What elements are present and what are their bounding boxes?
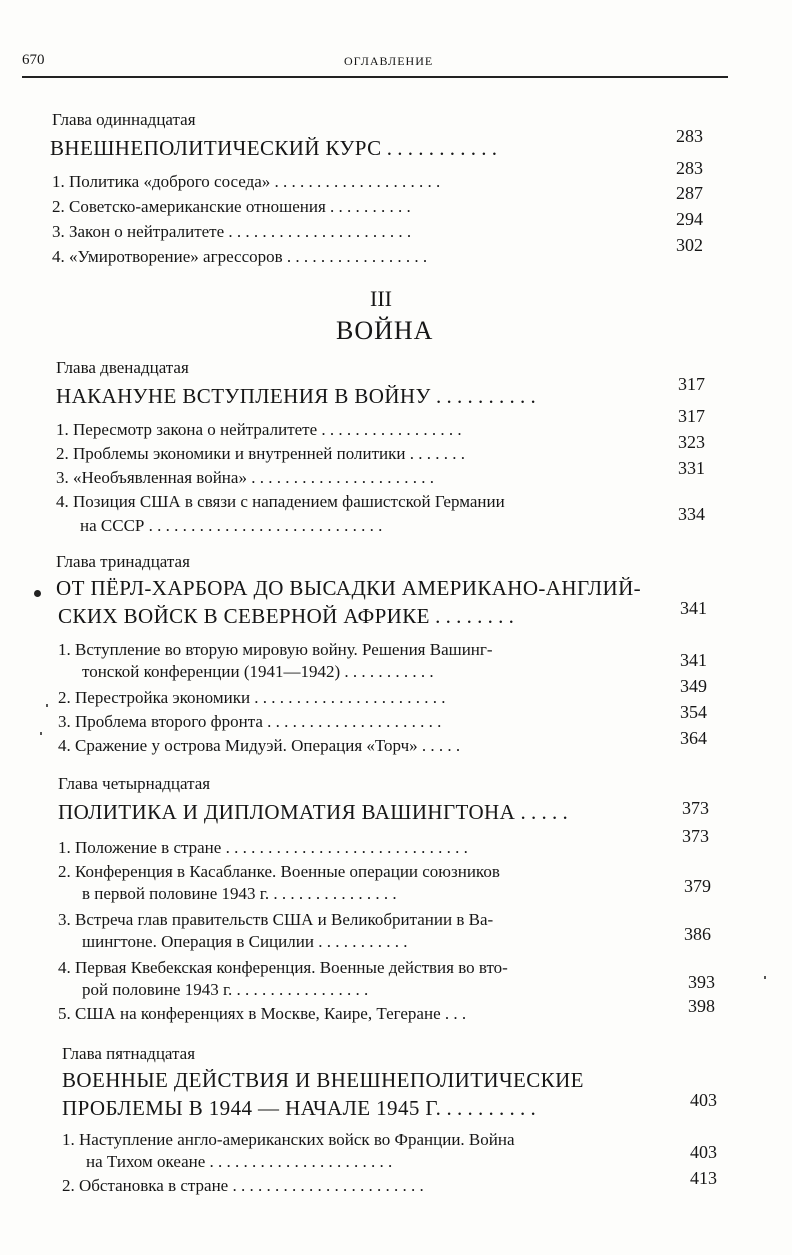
ch14-entry-3-page: 386 — [684, 924, 711, 944]
ch12-entry-3-page: 331 — [678, 458, 705, 478]
chapter-12-title: НАКАНУНЕ ВСТУПЛЕНИЯ В ВОЙНУ . . . . . . . . . . — [56, 384, 536, 408]
ch13-entry-1-page: 341 — [680, 650, 707, 670]
ch13-entry-3-page: 354 — [680, 702, 707, 722]
chapter-13-page: 341 — [680, 598, 707, 618]
margin-bullet — [34, 590, 41, 597]
ch13-entry-3: 3. Проблема второго фронта . . . . . . . . . . . . . . . . . . . . . — [58, 712, 442, 731]
page-number: 670 — [22, 52, 45, 68]
ch14-entry-1: 1. Положение в стране . . . . . . . . . . . . . . . . . . . . . . . . . . . . . — [58, 838, 468, 857]
ch11-entry-4-page: 302 — [676, 235, 703, 255]
scan-speck — [764, 976, 766, 979]
ch13-entry-4-page: 364 — [680, 728, 707, 748]
ch15-entry-2: 2. Обстановка в стране . . . . . . . . . . . . . . . . . . . . . . . — [62, 1176, 424, 1195]
ch14-entry-4: 4. Первая Квебекская конференция. Военные действия во вто- — [58, 958, 508, 977]
ch11-entry-3: 3. Закон о нейтралитете . . . . . . . . . . . . . . . . . . . . . . — [52, 222, 412, 241]
ch11-entry-1: 1. Политика «доброго соседа» . . . . . . . . . . . . . . . . . . . . — [52, 172, 441, 191]
chapter-11-label: Глава одиннадцатая — [52, 110, 196, 129]
ch14-entry-3: 3. Встреча глав правительств США и Великобритании в Ва- — [58, 910, 494, 929]
ch12-entry-4-page: 334 — [678, 504, 705, 524]
ch13-entry-2: 2. Перестройка экономики . . . . . . . . . . . . . . . . . . . . . . . — [58, 688, 446, 707]
section-header: ОГЛАВЛЕНИЕ — [344, 54, 434, 68]
chapter-15-title-line1: ВОЕННЫЕ ДЕЙСТВИЯ И ВНЕШНЕПОЛИТИЧЕСКИЕ — [62, 1068, 584, 1092]
ch14-entry-1-page: 373 — [682, 826, 709, 846]
chapter-15-title-line2: ПРОБЛЕМЫ В 1944 — НАЧАЛЕ 1945 Г. . . . . . . . . . — [62, 1096, 536, 1120]
ch13-entry-1-cont: тонской конференции (1941—1942) . . . . . . . . . . . — [82, 662, 434, 681]
ch11-entry-4: 4. «Умиротворение» агрессоров . . . . . . . . . . . . . . . . . — [52, 247, 428, 266]
ch12-entry-1: 1. Пересмотр закона о нейтралитете . . . . . . . . . . . . . . . . . — [56, 420, 462, 439]
ch12-entry-4-cont: на СССР . . . . . . . . . . . . . . . . . . . . . . . . . . . . — [80, 516, 383, 535]
part-numeral: III — [370, 286, 392, 311]
ch11-entry-3-page: 294 — [676, 209, 703, 229]
ch15-entry-1-cont: на Тихом океане . . . . . . . . . . . . . . . . . . . . . . — [86, 1152, 393, 1171]
ch15-entry-1: 1. Наступление англо-американских войск во Франции. Война — [62, 1130, 515, 1149]
chapter-12-label: Глава двенадцатая — [56, 358, 189, 377]
ch12-entry-2: 2. Проблемы экономики и внутренней политики . . . . . . . — [56, 444, 465, 463]
ch12-entry-4: 4. Позиция США в связи с нападением фашистской Германии — [56, 492, 505, 511]
ch11-entry-2: 2. Советско-американские отношения . . . . . . . . . . — [52, 197, 411, 216]
ch11-entry-1-page: 283 — [676, 158, 703, 178]
ch12-entry-1-page: 317 — [678, 406, 705, 426]
ch11-entry-2-page: 287 — [676, 183, 703, 203]
ch14-entry-4-page: 393 — [688, 972, 715, 992]
ch14-entry-3-cont: шингтоне. Операция в Сицилии . . . . . . . . . . . — [82, 932, 408, 951]
chapter-14-title: ПОЛИТИКА И ДИПЛОМАТИЯ ВАШИНГТОНА . . . . . — [58, 800, 568, 824]
chapter-11-page: 283 — [676, 126, 703, 146]
chapter-15-label: Глава пятнадцатая — [62, 1044, 196, 1063]
running-head — [22, 50, 728, 78]
ch14-entry-2: 2. Конференция в Касабланке. Военные операции союзников — [58, 862, 500, 881]
ch15-entry-2-page: 413 — [690, 1168, 717, 1188]
part-title: ВОЙНА — [336, 316, 434, 345]
ch15-entry-1-page: 403 — [690, 1142, 717, 1162]
chapter-15-page: 403 — [690, 1090, 717, 1110]
ch14-entry-5-page: 398 — [688, 996, 715, 1016]
chapter-14-page: 373 — [682, 798, 709, 818]
ch14-entry-4-cont: рой половине 1943 г. . . . . . . . . . . . . . . . . — [82, 980, 369, 999]
ch14-entry-2-cont: в первой половине 1943 г. . . . . . . . . . . . . . . . — [82, 884, 397, 903]
ch12-entry-2-page: 323 — [678, 432, 705, 452]
chapter-11-title: ВНЕШНЕПОЛИТИЧЕСКИЙ КУРС . . . . . . . . . . . — [50, 136, 498, 160]
scan-speck — [46, 704, 48, 707]
chapter-13-title-line2: СКИХ ВОЙСК В СЕВЕРНОЙ АФРИКЕ . . . . . . . . — [58, 604, 514, 628]
ch13-entry-1: 1. Вступление во вторую мировую войну. Решения Вашинг- — [58, 640, 493, 659]
ch14-entry-2-page: 379 — [684, 876, 711, 896]
chapter-13-label: Глава тринадцатая — [56, 552, 190, 571]
ch13-entry-2-page: 349 — [680, 676, 707, 696]
ch12-entry-3: 3. «Необъявленная война» . . . . . . . . . . . . . . . . . . . . . . — [56, 468, 434, 487]
scan-speck — [40, 732, 42, 735]
chapter-12-page: 317 — [678, 374, 705, 394]
chapter-13-title-line1: ОТ ПЁРЛ-ХАРБОРА ДО ВЫСАДКИ АМЕРИКАНО-АНГЛИЙ- — [56, 576, 642, 600]
chapter-14-label: Глава четырнадцатая — [58, 774, 211, 793]
ch13-entry-4: 4. Сражение у острова Мидуэй. Операция «Торч» . . . . . — [58, 736, 461, 755]
ch14-entry-5: 5. США на конференциях в Москве, Каире, Тегеране . . . — [58, 1004, 467, 1023]
